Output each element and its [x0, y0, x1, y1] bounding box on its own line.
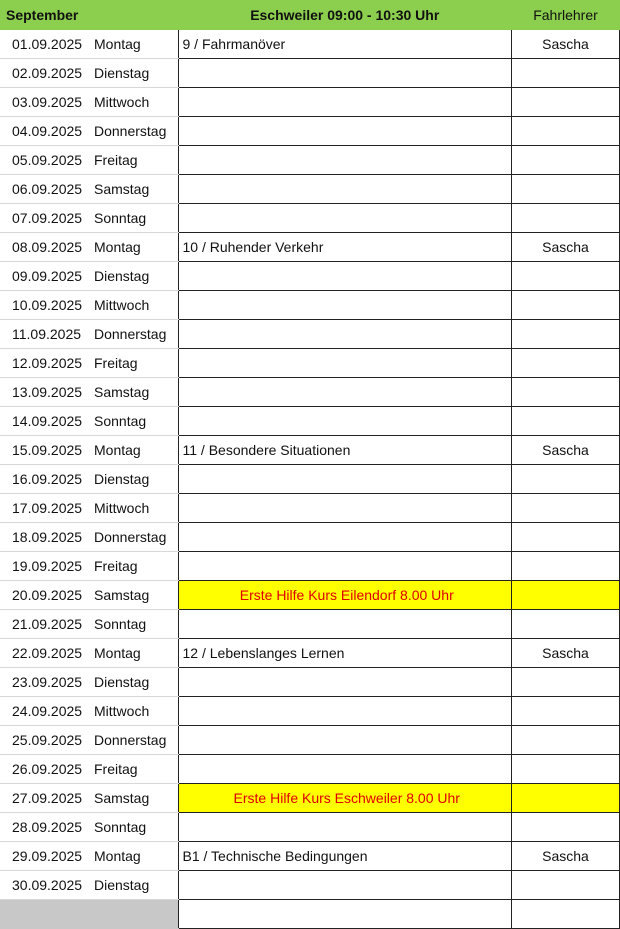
header-spacer	[90, 0, 178, 30]
date-cell[interactable]: 15.09.2025	[0, 436, 90, 465]
weekday-cell[interactable]: Samstag	[90, 378, 178, 407]
date-cell[interactable]: 30.09.2025	[0, 871, 90, 900]
topic-cell[interactable]: 12 / Lebenslanges Lernen	[178, 639, 512, 668]
topic-cell[interactable]	[178, 262, 512, 291]
topic-cell[interactable]	[178, 407, 512, 436]
date-cell[interactable]: 07.09.2025	[0, 204, 90, 233]
topic-cell[interactable]	[178, 146, 512, 175]
date-cell[interactable]: 16.09.2025	[0, 465, 90, 494]
date-cell[interactable]: 08.09.2025	[0, 233, 90, 262]
topic-cell[interactable]	[178, 552, 512, 581]
weekday-cell[interactable]: Freitag	[90, 349, 178, 378]
teacher-cell[interactable]: Sascha	[512, 842, 620, 871]
teacher-cell[interactable]: Sascha	[512, 436, 620, 465]
weekday-cell[interactable]	[90, 900, 178, 929]
table-row	[0, 407, 620, 436]
date-cell[interactable]: 24.09.2025	[0, 697, 90, 726]
table-row	[0, 639, 620, 668]
weekday-cell[interactable]: Donnerstag	[90, 320, 178, 349]
date-cell[interactable]: 09.09.2025	[0, 262, 90, 291]
teacher-cell[interactable]	[512, 117, 620, 146]
table-row	[0, 726, 620, 755]
month-header: September	[0, 0, 90, 30]
date-cell[interactable]: 21.09.2025	[0, 610, 90, 639]
weekday-cell[interactable]: Sonntag	[90, 407, 178, 436]
weekday-cell[interactable]: Dienstag	[90, 871, 178, 900]
weekday-cell[interactable]: Mittwoch	[90, 291, 178, 320]
table-row	[0, 784, 620, 813]
weekday-cell[interactable]: Mittwoch	[90, 697, 178, 726]
table-row	[0, 523, 620, 552]
weekday-cell[interactable]: Montag	[90, 842, 178, 871]
date-cell[interactable]: 23.09.2025	[0, 668, 90, 697]
teacher-cell[interactable]	[512, 871, 620, 900]
teacher-cell[interactable]	[512, 378, 620, 407]
topic-cell[interactable]: B1 / Technische Bedingungen	[178, 842, 512, 871]
topic-cell[interactable]: 11 / Besondere Situationen	[178, 436, 512, 465]
weekday-cell[interactable]: Samstag	[90, 581, 178, 610]
date-cell[interactable]: 10.09.2025	[0, 291, 90, 320]
table-row	[0, 581, 620, 610]
table-row	[0, 59, 620, 88]
teacher-cell[interactable]	[512, 88, 620, 117]
teacher-cell[interactable]	[512, 726, 620, 755]
topic-cell[interactable]: Erste Hilfe Kurs Eschweiler 8.00 Uhr	[178, 784, 512, 813]
topic-cell[interactable]	[178, 697, 512, 726]
table-row	[0, 436, 620, 465]
date-cell[interactable]: 04.09.2025	[0, 117, 90, 146]
date-cell[interactable]: 25.09.2025	[0, 726, 90, 755]
weekday-cell[interactable]: Dienstag	[90, 668, 178, 697]
table-row	[0, 813, 620, 842]
teacher-cell[interactable]	[512, 320, 620, 349]
teacher-cell[interactable]	[512, 204, 620, 233]
weekday-cell[interactable]: Montag	[90, 639, 178, 668]
weekday-cell[interactable]: Montag	[90, 30, 178, 59]
table-row	[0, 552, 620, 581]
date-cell[interactable]: 12.09.2025	[0, 349, 90, 378]
date-cell[interactable]: 27.09.2025	[0, 784, 90, 813]
teacher-cell[interactable]	[512, 784, 620, 813]
date-cell[interactable]: 02.09.2025	[0, 59, 90, 88]
teacher-cell[interactable]	[512, 755, 620, 784]
date-cell[interactable]: 01.09.2025	[0, 30, 90, 59]
teacher-cell[interactable]	[512, 610, 620, 639]
teacher-cell[interactable]	[512, 262, 620, 291]
topic-cell[interactable]	[178, 378, 512, 407]
topic-cell[interactable]	[178, 900, 512, 929]
date-cell[interactable]: 18.09.2025	[0, 523, 90, 552]
date-cell[interactable]: 05.09.2025	[0, 146, 90, 175]
teacher-cell[interactable]	[512, 813, 620, 842]
topic-cell[interactable]	[178, 668, 512, 697]
table-row	[0, 146, 620, 175]
table-row	[0, 349, 620, 378]
table-row	[0, 262, 620, 291]
teacher-cell[interactable]	[512, 175, 620, 204]
table-row	[0, 900, 620, 929]
topic-cell[interactable]: 9 / Fahrmanöver	[178, 30, 512, 59]
date-cell[interactable]: 06.09.2025	[0, 175, 90, 204]
topic-cell[interactable]	[178, 494, 512, 523]
topic-cell[interactable]	[178, 610, 512, 639]
date-cell[interactable]: 20.09.2025	[0, 581, 90, 610]
date-cell[interactable]	[0, 900, 90, 929]
date-cell[interactable]: 22.09.2025	[0, 639, 90, 668]
teacher-cell[interactable]	[512, 349, 620, 378]
table-row	[0, 668, 620, 697]
teacher-cell[interactable]: Sascha	[512, 639, 620, 668]
weekday-cell[interactable]: Freitag	[90, 146, 178, 175]
teacher-header: Fahrlehrer	[512, 0, 620, 30]
teacher-cell[interactable]: Sascha	[512, 30, 620, 59]
header-row	[0, 0, 620, 30]
table-row	[0, 697, 620, 726]
date-cell[interactable]: 19.09.2025	[0, 552, 90, 581]
weekday-cell[interactable]: Montag	[90, 233, 178, 262]
weekday-cell[interactable]: Mittwoch	[90, 88, 178, 117]
teacher-cell[interactable]	[512, 407, 620, 436]
table-row	[0, 175, 620, 204]
teacher-cell[interactable]	[512, 523, 620, 552]
topic-cell[interactable]	[178, 465, 512, 494]
weekday-cell[interactable]: Sonntag	[90, 813, 178, 842]
weekday-cell[interactable]: Freitag	[90, 755, 178, 784]
table-row	[0, 320, 620, 349]
topic-cell[interactable]	[178, 813, 512, 842]
weekday-cell[interactable]: Dienstag	[90, 59, 178, 88]
date-cell[interactable]: 11.09.2025	[0, 320, 90, 349]
table-row	[0, 842, 620, 871]
table-row	[0, 233, 620, 262]
teacher-cell[interactable]	[512, 900, 620, 929]
date-cell[interactable]: 26.09.2025	[0, 755, 90, 784]
date-cell[interactable]: 29.09.2025	[0, 842, 90, 871]
weekday-cell[interactable]: Donnerstag	[90, 117, 178, 146]
date-cell[interactable]: 03.09.2025	[0, 88, 90, 117]
topic-cell[interactable]	[178, 204, 512, 233]
table-row	[0, 465, 620, 494]
weekday-cell[interactable]: Dienstag	[90, 262, 178, 291]
table-row	[0, 291, 620, 320]
weekday-cell[interactable]: Mittwoch	[90, 494, 178, 523]
weekday-cell[interactable]: Montag	[90, 436, 178, 465]
teacher-cell[interactable]	[512, 668, 620, 697]
topic-cell[interactable]: Erste Hilfe Kurs Eilendorf 8.00 Uhr	[178, 581, 512, 610]
teacher-cell[interactable]	[512, 581, 620, 610]
table-row	[0, 88, 620, 117]
location-time-header: Eschweiler 09:00 - 10:30 Uhr	[178, 0, 512, 30]
table-row	[0, 204, 620, 233]
date-cell[interactable]: 17.09.2025	[0, 494, 90, 523]
topic-cell[interactable]	[178, 726, 512, 755]
weekday-cell[interactable]: Samstag	[90, 784, 178, 813]
topic-cell[interactable]	[178, 88, 512, 117]
table-row	[0, 494, 620, 523]
table-row	[0, 378, 620, 407]
date-cell[interactable]: 28.09.2025	[0, 813, 90, 842]
teacher-cell[interactable]	[512, 291, 620, 320]
topic-cell[interactable]	[178, 59, 512, 88]
topic-cell[interactable]	[178, 320, 512, 349]
teacher-cell[interactable]	[512, 465, 620, 494]
table-row	[0, 755, 620, 784]
teacher-cell[interactable]: Sascha	[512, 233, 620, 262]
weekday-cell[interactable]: Dienstag	[90, 465, 178, 494]
topic-cell[interactable]	[178, 117, 512, 146]
topic-cell[interactable]	[178, 349, 512, 378]
weekday-cell[interactable]: Donnerstag	[90, 523, 178, 552]
table-row	[0, 117, 620, 146]
topic-cell[interactable]	[178, 291, 512, 320]
date-cell[interactable]: 14.09.2025	[0, 407, 90, 436]
teacher-cell[interactable]	[512, 697, 620, 726]
teacher-cell[interactable]	[512, 59, 620, 88]
teacher-cell[interactable]	[512, 552, 620, 581]
weekday-cell[interactable]: Samstag	[90, 175, 178, 204]
date-cell[interactable]: 13.09.2025	[0, 378, 90, 407]
topic-cell[interactable]	[178, 755, 512, 784]
teacher-cell[interactable]	[512, 494, 620, 523]
weekday-cell[interactable]: Sonntag	[90, 204, 178, 233]
topic-cell[interactable]	[178, 523, 512, 552]
weekday-cell[interactable]: Donnerstag	[90, 726, 178, 755]
weekday-cell[interactable]: Freitag	[90, 552, 178, 581]
table-row	[0, 610, 620, 639]
teacher-cell[interactable]	[512, 146, 620, 175]
table-row	[0, 30, 620, 59]
weekday-cell[interactable]: Sonntag	[90, 610, 178, 639]
table-row	[0, 871, 620, 900]
topic-cell[interactable]	[178, 871, 512, 900]
topic-cell[interactable]	[178, 175, 512, 204]
topic-cell[interactable]: 10 / Ruhender Verkehr	[178, 233, 512, 262]
